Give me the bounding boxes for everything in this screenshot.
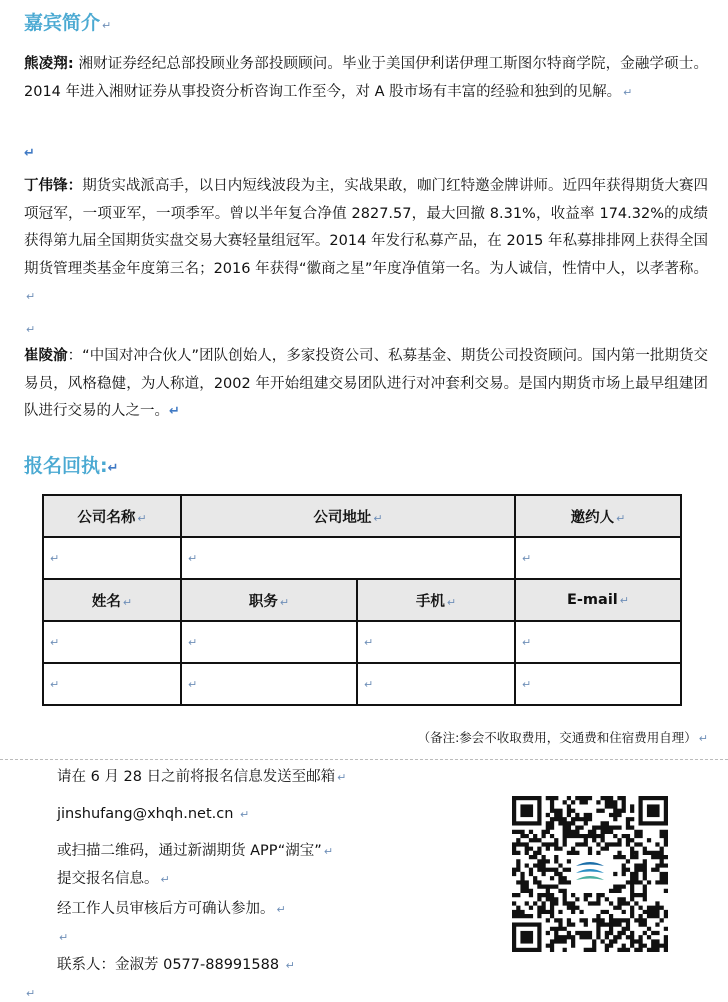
guest-name: 熊凌翔:	[24, 56, 74, 72]
scan-qr-text: 或扫描二维码，通过新湖期货 APP“湖宝” ↵	[57, 843, 334, 859]
table-row	[43, 495, 681, 537]
submission-deadline-text: 请在 6 月 28 日之前将报名信息发送至邮箱 ↵	[57, 769, 347, 785]
review-confirm-text: 经工作人员审核后方可确认参加。 ↵	[57, 901, 286, 917]
paragraph-mark: ↵	[623, 85, 633, 99]
paragraph-mark: ↵	[102, 19, 112, 32]
paragraph-mark: ↵	[169, 404, 180, 419]
xinhu-logo-icon	[572, 856, 608, 892]
mobile-header: 手机 ↵	[357, 579, 515, 621]
guest-bio-2	[24, 173, 708, 311]
position-cell[interactable]: ↵	[181, 621, 357, 663]
registration-heading	[24, 451, 119, 478]
section-divider	[0, 759, 728, 760]
table-row	[43, 579, 681, 621]
guest-name: 崔陵渝	[24, 348, 68, 364]
guests-heading	[24, 8, 111, 35]
email-address-link[interactable]: jinshufang@xhqh.net.cn ↵	[57, 806, 250, 822]
guest-bio-text: 湘财证券经纪总部投顾业务部投顾顾问。毕业于美国伊利诺伊理工斯图尔特商学院，金融学硕士。2014 年进入湘财证券从事投资分析咨询工作至今，对 A 股市场有丰富的经验和独到的见解。	[24, 56, 708, 100]
empty-paragraph	[24, 318, 35, 337]
name-cell[interactable]: ↵	[43, 621, 181, 663]
qr-code-graphic	[512, 796, 668, 952]
email-cell[interactable]: ↵	[515, 621, 681, 663]
email-cell[interactable]: ↵	[515, 663, 681, 705]
registration-form-table	[42, 494, 682, 706]
guest-name: 丁伟锋：	[24, 178, 83, 194]
paragraph-mark: ↵	[26, 290, 36, 303]
email-header: E-mail ↵	[515, 579, 681, 621]
mobile-cell[interactable]: ↵	[357, 621, 515, 663]
paragraph-mark: ↵	[107, 461, 119, 476]
paragraph-mark: ↵	[24, 146, 35, 161]
position-header: 职务 ↵	[181, 579, 357, 621]
company-name-header: 公司名称 ↵	[43, 495, 181, 537]
table-row	[43, 621, 681, 663]
guest-bio-text: 期货实战派高手，以日内短线波段为主，实战果敢，咖门红特邀金牌讲师。近四年获得期货大赛四项冠军，一项亚军，一项季军。曾以半年复合净值 2827.57，最大回撤 8.31%，收益率 174.32%的成绩获得第九届全国期货实盘交易大赛轻量组冠军。2014 年发行私募产品，在 2015 年私募排排网上获得全国期货管理类基金年度第三名；2016 年获得“徽商之星”年度净值第一名。为人诚信，性情中人，以孝著称。	[24, 178, 708, 277]
guest-bio-text: ：“中国对冲合伙人”团队创始人，多家投资公司、私募基金、期货公司投资顾问。国内第一批期货交易员，风格稳健，为人称道，2002 年开始组建交易团队进行对冲套利交易。是国内期货市场上最早组建团队进行交易的人之一。	[24, 348, 709, 419]
inviter-cell[interactable]: ↵	[515, 537, 681, 579]
fee-note: （备注:参会不收取费用，交通费和住宿费用自理） ↵	[417, 730, 708, 745]
empty-paragraph: ↵	[59, 931, 69, 944]
contact-person-text: 联系人：金淑芳 0577-88991588 ↵	[57, 957, 295, 973]
paragraph-mark: ↵	[26, 323, 36, 336]
name-cell[interactable]: ↵	[43, 663, 181, 705]
company-address-cell[interactable]: ↵	[181, 537, 515, 579]
mobile-cell[interactable]: ↵	[357, 663, 515, 705]
guest-bio-1	[24, 51, 708, 106]
guest-bio-3	[24, 343, 708, 426]
table-row	[43, 663, 681, 705]
submit-info-text: 提交报名信息。 ↵	[57, 871, 170, 887]
company-address-header: 公司地址 ↵	[181, 495, 515, 537]
position-cell[interactable]: ↵	[181, 663, 357, 705]
registration-heading-text: 报名回执:	[24, 455, 108, 477]
name-header: 姓名 ↵	[43, 579, 181, 621]
empty-paragraph	[24, 142, 35, 161]
table-row	[43, 537, 681, 579]
empty-paragraph: ↵	[26, 987, 36, 1000]
inviter-header: 邀约人 ↵	[515, 495, 681, 537]
qr-code-icon[interactable]	[512, 796, 668, 952]
company-name-cell[interactable]: ↵	[43, 537, 181, 579]
guests-heading-text: 嘉宾简介	[24, 12, 101, 34]
